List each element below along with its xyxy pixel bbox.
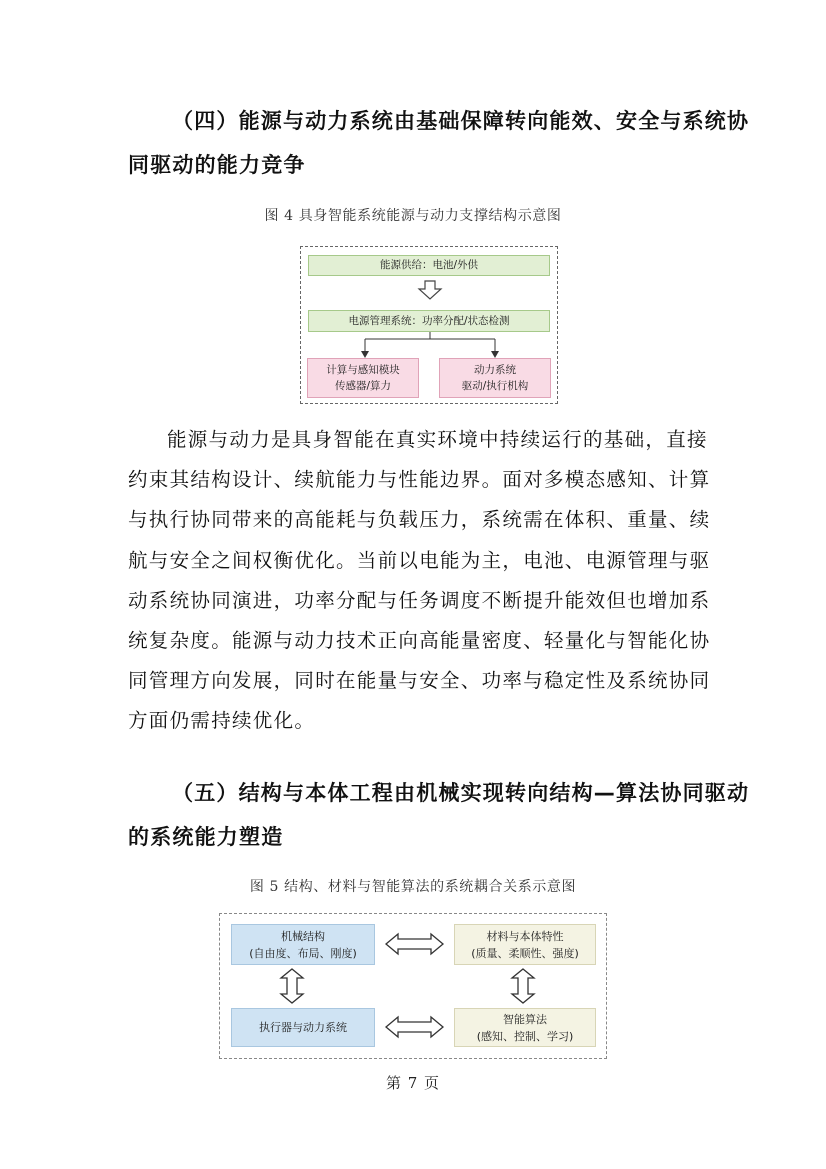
paragraph-line: 方面仍需持续优化。	[128, 709, 316, 733]
section-4-heading	[128, 99, 750, 187]
mechanical-structure-sublabel: (自由度、布局、刚度)	[249, 947, 357, 960]
paragraph-line: 同管理方向发展，同时在能量与安全、功率与稳定性及系统协同	[128, 669, 711, 693]
power-system-box	[439, 358, 551, 398]
arrow-head-icon	[491, 351, 499, 358]
figure-5-arrows	[220, 914, 608, 1060]
actuator-power-box: 执行器与动力系统	[231, 1008, 375, 1047]
paragraph-line: 与执行协同带来的高能耗与负载压力，系统需在体积、重量、续	[128, 508, 711, 532]
mechanical-structure-label: 机械结构	[281, 930, 325, 943]
compute-sensing-sublabel: 传感器/算力	[334, 380, 392, 392]
double-arrow-horizontal-icon	[386, 1017, 443, 1037]
paragraph-line: 统复杂度。能源与动力技术正向高能量密度、轻量化与智能化协	[128, 629, 711, 653]
arrow-head-icon	[361, 351, 369, 358]
hollow-down-arrow-icon	[419, 281, 441, 299]
compute-sensing-label: 计算与感知模块	[326, 364, 400, 376]
compute-sensing-box	[307, 358, 419, 398]
section-4-heading-line-1: （四）能源与动力系统由基础保障转向能效、安全与系统协	[172, 109, 750, 133]
double-arrow-horizontal-icon	[386, 934, 443, 954]
figure-5-diagram	[219, 913, 607, 1059]
paragraph-line: 约束其结构设计、续航能力与性能边界。面对多模态感知、计算	[128, 468, 711, 492]
material-properties-sublabel: (质量、柔顺性、强度)	[471, 947, 579, 960]
figure-5-caption: 图 5 结构、材料与智能算法的系统耦合关系示意图	[249, 879, 577, 895]
paragraph-line: 航与安全之间权衡优化。当前以电能为主，电池、电源管理与驱	[128, 548, 711, 572]
material-properties-label: 材料与本体特性	[486, 930, 564, 943]
section-4-heading-line-2: 同驱动的能力竞争	[128, 153, 306, 177]
double-arrow-vertical-icon	[281, 969, 303, 1003]
intelligent-algorithm-label: 智能算法	[503, 1013, 547, 1026]
energy-supply-box: 能源供给：电池/外供	[308, 255, 550, 276]
double-arrow-vertical-icon	[512, 969, 534, 1003]
section-5-heading-line-2: 的系统能力塑造	[128, 825, 284, 849]
figure-4-caption: 图 4 具身智能系统能源与动力支撑结构示意图	[264, 208, 562, 224]
section-5-heading	[128, 771, 750, 859]
power-system-label: 动力系统	[474, 364, 516, 376]
section-5-heading-line-1: （五）结构与本体工程由机械实现转向结构—算法协同驱动	[172, 781, 750, 805]
page-number: 第 7 页	[385, 1074, 441, 1092]
body-paragraph	[128, 420, 711, 742]
figure-4-diagram	[300, 246, 558, 404]
paragraph-line: 动系统协同演进，功率分配与任务调度不断提升能效但也增加系	[128, 588, 711, 612]
intelligent-algorithm-sublabel: (感知、控制、学习)	[476, 1030, 574, 1043]
paragraph-line: 能源与动力是具身智能在真实环境中持续运行的基础，直接	[167, 428, 708, 451]
power-system-sublabel: 驱动/执行机构	[461, 380, 529, 392]
power-management-box: 电源管理系统：功率分配/状态检测	[308, 310, 550, 332]
